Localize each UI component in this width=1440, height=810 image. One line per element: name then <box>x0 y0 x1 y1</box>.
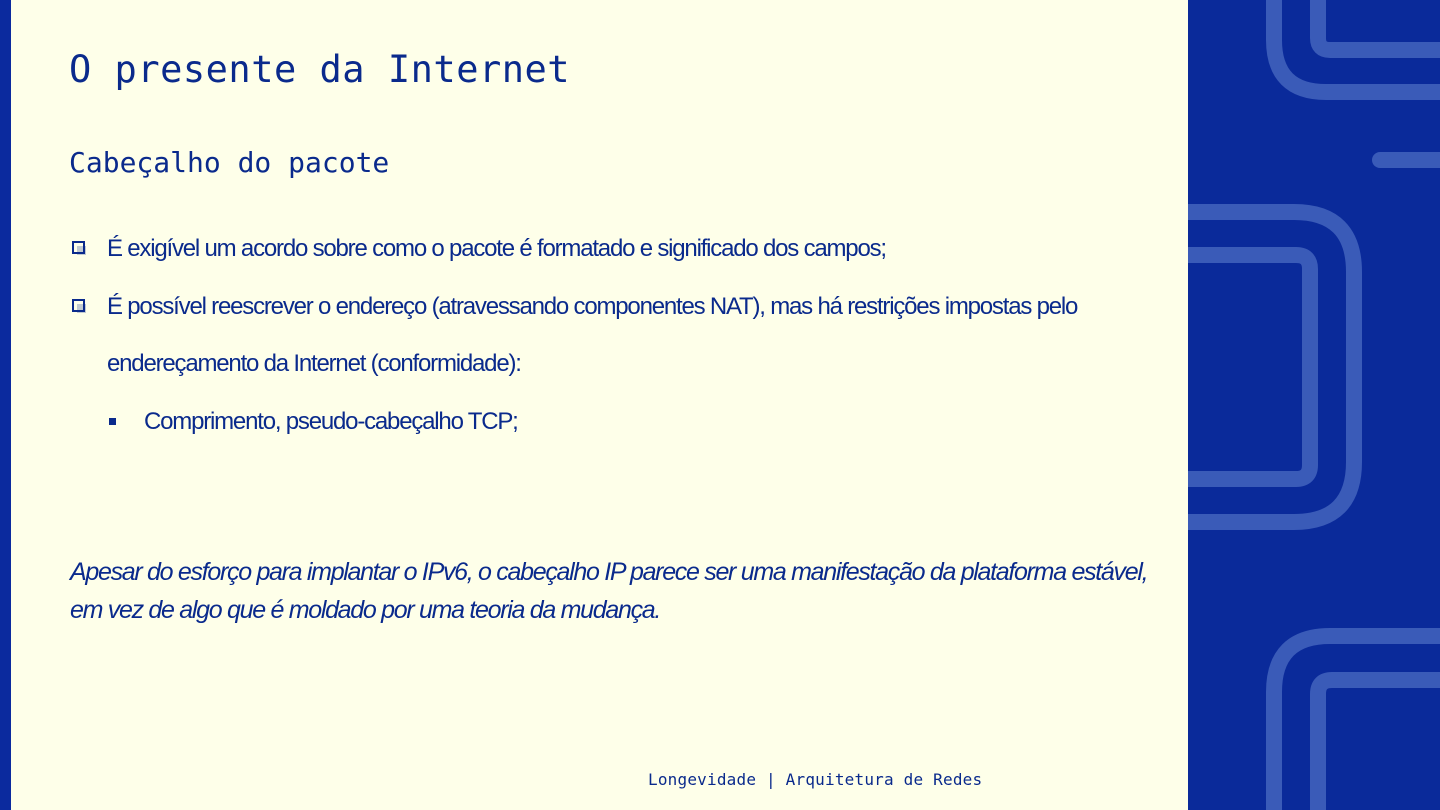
decorative-side-panel <box>1188 0 1440 810</box>
sub-bullet-list <box>107 393 1149 451</box>
slide-title: O presente da Internet <box>69 48 571 91</box>
footer-text: Longevidade | Arquitetura de Redes <box>648 770 983 789</box>
bullet-item <box>69 278 1149 451</box>
bullet-text: É possível reescrever o endereço (atravessando componentes NAT), mas há restrições impostas pelo endereçamento da Internet (conformidade): <box>107 292 1078 377</box>
filled-square-icon <box>109 418 116 425</box>
slide-subtitle: Cabeçalho do pacote <box>69 146 390 179</box>
sub-bullet-text: Comprimento, pseudo-cabeçalho TCP; <box>144 407 518 435</box>
checkbox-square-icon <box>72 299 85 312</box>
bullet-text: É exigível um acordo sobre como o pacote é formatado e significado dos campos; <box>107 235 886 262</box>
bullet-list <box>69 220 1149 450</box>
rounded-lines-pattern <box>1188 0 1440 810</box>
left-accent-bar <box>0 0 11 810</box>
quote-text: Apesar do esforço para implantar o IPv6, o cabeçalho IP parece ser uma manifestação da plataforma estável, em vez de algo que é moldado por uma teoria da mudança. <box>70 558 1148 624</box>
checkbox-square-icon <box>72 241 85 254</box>
sub-bullet-item <box>107 393 1149 451</box>
bullet-item <box>69 220 1149 278</box>
